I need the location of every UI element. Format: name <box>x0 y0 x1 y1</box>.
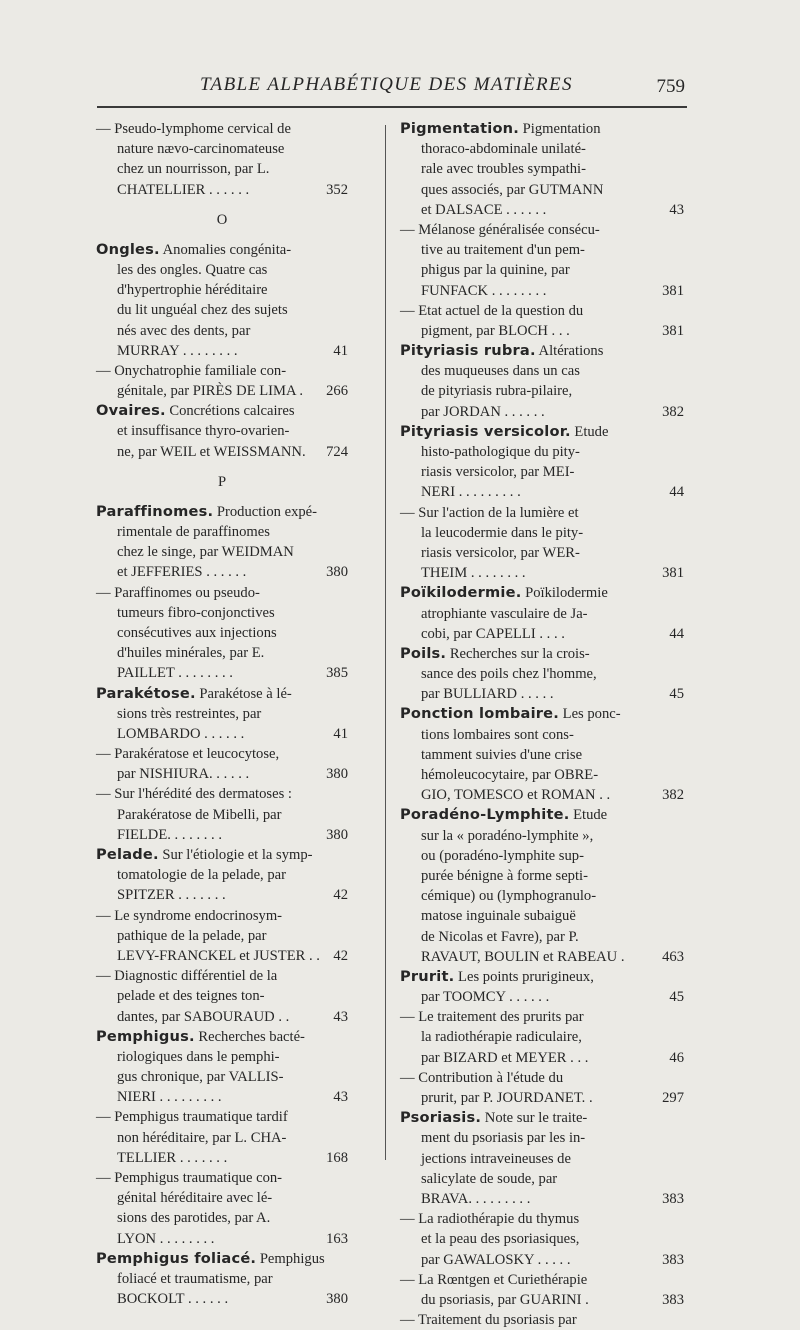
index-headword: Pelade. <box>96 846 159 863</box>
index-headword: Poils. <box>400 644 447 662</box>
index-line-text: rimentale de paraffinomes <box>117 524 270 540</box>
index-line <box>96 784 348 804</box>
index-heading-text: Poïkilodermie <box>521 585 608 602</box>
page-reference: 380 <box>326 564 348 581</box>
index-line <box>96 704 348 724</box>
index-line-text: matose inguinale subaiguë <box>421 908 576 925</box>
index-heading-line <box>400 1108 684 1128</box>
index-line <box>96 341 348 361</box>
page-reference: 385 <box>326 665 348 682</box>
index-line <box>400 1068 684 1088</box>
page-reference: 381 <box>662 282 684 299</box>
index-line-text: sions très restreintes, par <box>117 705 262 722</box>
index-heading-line <box>96 845 348 865</box>
index-headword: Parakétose. <box>96 684 196 702</box>
index-line-text: PAILLET . . . . . . . . <box>117 665 233 682</box>
index-heading-text: Parakétose à lé- <box>195 685 292 702</box>
index-line <box>96 1107 348 1127</box>
index-line <box>96 623 348 643</box>
right-column <box>400 119 684 1330</box>
page-reference: 380 <box>326 1291 348 1308</box>
index-line-text: — Onychatrophie familiale con- <box>96 362 287 379</box>
index-headword: Paraffinomes. <box>96 502 214 520</box>
index-line-text: de pityriasis rubra-pilaire, <box>421 383 573 400</box>
index-line-text: — Parakératose et leucocytose, <box>96 746 280 763</box>
index-line-text: pathique de la pelade, par <box>117 927 267 944</box>
index-line-text: cobi, par CAPELLI . . . . <box>421 625 565 642</box>
index-line <box>96 1269 348 1289</box>
index-line <box>96 906 348 926</box>
index-line-text: thoraco-abdominale unilaté- <box>421 141 586 158</box>
index-line-text: génital héréditaire avec lé- <box>117 1190 273 1207</box>
index-line <box>400 826 684 846</box>
index-line-text: riasis versicolor, par WER- <box>421 544 580 561</box>
index-line-text: FIELDE. . . . . . . . <box>117 826 222 843</box>
running-header <box>100 74 685 100</box>
index-heading-text: Production expé- <box>213 503 318 520</box>
left-column <box>96 119 348 1309</box>
index-line-text: — La Rœntgen et Curiethérapie <box>400 1271 588 1288</box>
index-line-text: prurit, par P. JOURDANET. . <box>421 1090 593 1106</box>
index-heading-line <box>96 1027 348 1047</box>
index-line <box>96 1289 348 1309</box>
index-line <box>96 603 348 623</box>
index-heading-line <box>400 805 684 825</box>
index-line <box>400 402 684 422</box>
index-heading-text: Sur l'étiologie et la symp- <box>158 847 313 863</box>
index-heading-text: Recherches sur la crois- <box>446 645 590 662</box>
index-line-text: d'huiles minérales, par E. <box>117 645 265 662</box>
page-reference: 44 <box>669 484 684 501</box>
index-line-text: chez un nourrisson, par L. <box>117 161 270 178</box>
index-headword: Pityriasis rubra. <box>400 342 536 360</box>
index-heading-line <box>400 583 684 603</box>
index-line-text: salicylate de soude, par <box>421 1170 558 1187</box>
index-line-text: — La radiothérapie du thymus <box>400 1211 580 1228</box>
index-line <box>96 1148 348 1168</box>
index-line <box>400 220 684 240</box>
page-reference: 45 <box>669 686 684 703</box>
index-line-text: hémoleucocytaire, par OBRE- <box>421 767 599 783</box>
index-line-text: GIO, TOMESCO et ROMAN . . <box>421 787 611 804</box>
index-line-text: jections intraveineuses de <box>421 1150 571 1167</box>
index-line-text: ou (poradéno-lymphite sup- <box>421 847 584 864</box>
index-line-text: riologiques dans le pemphi- <box>117 1048 280 1065</box>
index-line-text: dantes, par SABOURAUD . . <box>117 1008 290 1025</box>
index-line <box>96 300 348 320</box>
index-line-text: NIERI . . . . . . . . . <box>117 1089 222 1106</box>
index-headword: Pemphigus. <box>96 1027 195 1045</box>
index-line <box>96 522 348 542</box>
index-line-text: MURRAY . . . . . . . . <box>117 342 238 359</box>
index-line <box>400 886 684 906</box>
index-line <box>96 542 348 562</box>
index-line <box>400 684 684 704</box>
index-line <box>400 664 684 684</box>
index-line <box>400 1169 684 1189</box>
index-line-text: riasis versicolor, par MEI- <box>421 464 575 481</box>
index-heading-text: Pigmentation <box>519 121 601 137</box>
index-line-text: de Nicolas et Favre), par P. <box>421 928 579 945</box>
index-line-text: — Etat actuel de la question du <box>400 302 584 319</box>
page-reference: 45 <box>669 989 684 1006</box>
index-line-text: par JORDAN . . . . . . <box>421 403 545 420</box>
index-line <box>96 421 348 441</box>
index-headword: Poïkilodermie. <box>400 584 522 602</box>
index-heading-line <box>96 240 348 260</box>
index-line-text: — Contribution à l'étude du <box>400 1069 564 1086</box>
index-line <box>96 986 348 1006</box>
index-line <box>96 724 348 744</box>
index-line-text: tions lombaires sont cons- <box>421 726 574 743</box>
index-line <box>96 744 348 764</box>
index-line-text: SPITZER . . . . . . . <box>117 887 226 904</box>
index-line <box>400 1149 684 1169</box>
index-line-text: BOCKOLT . . . . . . <box>117 1291 229 1308</box>
index-line <box>96 562 348 582</box>
index-line-text: tumeurs fibro-conjonctives <box>117 604 275 621</box>
index-line-text: — Le syndrome endocrinosym- <box>96 907 283 924</box>
index-line-text: sions des parotides, par A. <box>117 1210 271 1227</box>
index-line <box>96 260 348 280</box>
index-heading-line <box>400 644 684 664</box>
index-heading-text: Concrétions calcaires <box>165 403 295 420</box>
index-line <box>400 301 684 321</box>
index-headword: Poradéno-Lymphite. <box>400 806 570 824</box>
page-reference: 43 <box>669 201 684 218</box>
index-line <box>96 825 348 845</box>
index-line <box>400 1250 684 1270</box>
index-line <box>400 987 684 1007</box>
page-number: 759 <box>656 76 685 97</box>
index-heading-line <box>400 341 684 361</box>
page-reference: 382 <box>662 787 684 804</box>
index-line-text: purée bénigne à forme septi- <box>421 867 588 884</box>
page-reference: 168 <box>326 1149 348 1166</box>
index-line-text: — Diagnostic différentiel de la <box>96 968 278 985</box>
index-line <box>96 381 348 401</box>
page-reference: 41 <box>333 342 348 359</box>
index-line <box>96 946 348 966</box>
index-line <box>400 1290 684 1310</box>
index-line-text: cémique) ou (lymphogranulo- <box>421 888 597 905</box>
index-headword: Ponction lombaire. <box>400 705 560 723</box>
index-heading-text: Note sur le traite- <box>481 1110 588 1127</box>
section-letter: P <box>217 473 227 490</box>
index-line <box>400 281 684 301</box>
index-line-text: — Mélanose généralisée consécu- <box>400 221 600 238</box>
index-line-text: LEVY-FRANCKEL et JUSTER . . <box>117 947 320 964</box>
index-line-text: LOMBARDO . . . . . . <box>117 725 245 742</box>
index-line <box>96 583 348 603</box>
page-header-title: TABLE ALPHABÉTIQUE DES MATIÈRES <box>200 74 573 95</box>
index-heading-line <box>96 502 348 522</box>
index-line <box>96 1067 348 1087</box>
index-line-text: — Le traitement des prurits par <box>400 1009 584 1026</box>
index-line <box>400 1189 684 1209</box>
index-line-text: LYON . . . . . . . . <box>117 1230 215 1247</box>
page-reference: 381 <box>662 565 684 582</box>
index-line <box>400 846 684 866</box>
index-line-text: par NISHIURA. . . . . . <box>117 766 250 783</box>
index-line-text: tomatologie de la pelade, par <box>117 867 286 884</box>
index-heading-line <box>400 967 684 987</box>
index-line-text: par GAWALOSKY . . . . . <box>421 1251 571 1268</box>
index-line-text: et la peau des psoriasiques, <box>421 1231 580 1248</box>
index-line <box>400 523 684 543</box>
page-reference: 42 <box>333 887 348 904</box>
index-line <box>96 1208 348 1228</box>
index-line <box>400 200 684 220</box>
index-line-text: NERI . . . . . . . . . <box>421 484 521 501</box>
index-line-text: phigus par la quinine, par <box>421 262 570 279</box>
index-line-text: par TOOMCY . . . . . . <box>421 989 550 1006</box>
column-divider <box>385 125 386 1160</box>
index-line-text: atrophiante vasculaire de Ja- <box>421 605 588 622</box>
index-heading-text: Les ponc- <box>559 706 621 723</box>
index-line <box>96 865 348 885</box>
index-line-text: par BIZARD et MEYER . . . <box>421 1049 589 1066</box>
page-reference: 297 <box>662 1090 684 1106</box>
index-line-text: génitale, par PIRÈS DE LIMA . <box>117 383 304 400</box>
index-line-text: CHATELLIER . . . . . . <box>117 181 250 198</box>
index-line <box>400 745 684 765</box>
index-line-text: d'hypertrophie héréditaire <box>117 282 268 299</box>
index-line-text: — Paraffinomes ou pseudo- <box>96 584 260 601</box>
index-line <box>96 139 348 159</box>
index-heading-line <box>96 684 348 704</box>
index-line <box>400 503 684 523</box>
index-line-text: foliacé et traumatisme, par <box>117 1270 273 1287</box>
index-line <box>96 361 348 381</box>
index-heading-text: Pemphigus <box>256 1250 325 1267</box>
index-headword: Psoriasis. <box>400 1109 482 1127</box>
index-headword: Pigmentation. <box>400 120 520 137</box>
index-line <box>400 906 684 926</box>
index-line-text: tamment suivies d'une crise <box>421 746 583 763</box>
index-line-text: — Sur l'action de la lumière et <box>400 504 579 521</box>
index-line <box>400 1270 684 1290</box>
index-line <box>400 361 684 381</box>
index-heading-line <box>96 401 348 421</box>
index-line <box>400 1088 684 1108</box>
index-headword: Pemphigus foliacé. <box>96 1249 257 1267</box>
index-line <box>400 1229 684 1249</box>
page-reference: 380 <box>326 826 348 843</box>
index-heading-text: Altérations <box>535 343 604 360</box>
index-line-text: des muqueuses dans un cas <box>421 363 580 380</box>
section-letter: O <box>216 211 228 228</box>
index-line-text: la leucodermie dans le pity- <box>421 524 584 541</box>
index-line <box>96 966 348 986</box>
index-heading-text: Etude <box>570 423 609 440</box>
index-line-text: la radiothérapie radiculaire, <box>421 1029 582 1046</box>
index-line <box>96 805 348 825</box>
index-line-text: ment du psoriasis par les in- <box>421 1130 586 1147</box>
index-line-text: gus chronique, par VALLIS- <box>117 1069 284 1086</box>
index-heading-line <box>400 119 684 139</box>
index-line-text: les des ongles. Quatre cas <box>117 261 268 278</box>
index-heading-line <box>400 704 684 724</box>
index-line <box>400 765 684 785</box>
index-line <box>96 1188 348 1208</box>
index-headword: Pityriasis versicolor. <box>400 422 571 440</box>
index-line-text: TELLIER . . . . . . . <box>117 1149 228 1166</box>
page-reference: 383 <box>662 1291 684 1308</box>
index-heading-text: Anomalies congénita- <box>159 241 292 258</box>
index-line <box>400 1048 684 1068</box>
index-heading-text: Etude <box>569 807 608 824</box>
index-line <box>400 1007 684 1027</box>
page-reference: 380 <box>326 766 348 783</box>
index-line-text: FUNFACK . . . . . . . . <box>421 282 547 299</box>
index-line <box>96 119 348 139</box>
index-line <box>400 785 684 805</box>
index-line <box>400 260 684 280</box>
index-line <box>400 543 684 563</box>
page-reference: 41 <box>333 725 348 742</box>
index-line <box>400 927 684 947</box>
index-line <box>400 321 684 341</box>
index-line-text: nature nævo-carcinomateuse <box>117 141 285 158</box>
index-line <box>400 462 684 482</box>
page-reference: 382 <box>662 403 684 420</box>
index-line <box>400 159 684 179</box>
index-line-text: pigment, par BLOCH . . . <box>421 322 570 339</box>
index-line <box>400 482 684 502</box>
index-headword: Ovaires. <box>96 402 166 420</box>
index-line-text: du lit unguéal chez des sujets <box>117 302 288 319</box>
index-line <box>400 725 684 745</box>
page-reference: 266 <box>326 383 348 400</box>
index-line-text: nés avec des dents, par <box>117 322 251 339</box>
page-reference: 42 <box>333 947 348 964</box>
page-reference: 163 <box>326 1230 348 1247</box>
index-line <box>96 1229 348 1249</box>
index-line <box>400 604 684 624</box>
index-line <box>400 139 684 159</box>
index-line <box>400 1128 684 1148</box>
index-line-text: ne, par WEIL et WEISSMANN. <box>117 443 306 460</box>
index-line-text: — Traitement du psoriasis par <box>400 1312 577 1329</box>
index-line-text: par BULLIARD . . . . . <box>421 686 554 703</box>
page-reference: 43 <box>333 1008 348 1025</box>
header-rule <box>97 106 687 108</box>
index-line-text: — Sur l'hérédité des dermatoses : <box>96 786 292 803</box>
index-line-text: tive au traitement d'un pem- <box>421 242 585 259</box>
index-line <box>96 1047 348 1067</box>
index-line-text: rale avec troubles sympathi- <box>421 161 586 178</box>
index-line <box>400 1027 684 1047</box>
index-line <box>400 240 684 260</box>
index-headword: Prurit. <box>400 967 455 985</box>
index-heading-text: Recherches bacté- <box>194 1028 305 1045</box>
index-line <box>96 764 348 784</box>
index-line <box>96 180 348 200</box>
index-line-text: et DALSACE . . . . . . <box>421 201 547 218</box>
index-line <box>400 180 684 200</box>
index-line <box>96 663 348 683</box>
index-line <box>96 1128 348 1148</box>
page-reference: 383 <box>662 1251 684 1268</box>
index-line-text: chez le singe, par WEIDMAN <box>117 544 294 561</box>
index-line <box>96 280 348 300</box>
index-line <box>96 1168 348 1188</box>
index-line-text: RAVAUT, BOULIN et RABEAU . <box>421 948 625 965</box>
index-line-text: non héréditaire, par L. CHA- <box>117 1129 287 1146</box>
index-line-text: THEIM . . . . . . . . <box>421 565 526 582</box>
index-headword: Ongles. <box>96 240 160 258</box>
index-line <box>400 624 684 644</box>
index-line <box>96 321 348 341</box>
page-reference: 463 <box>662 948 684 965</box>
index-line-text: ques associés, par GUTMANN <box>421 181 604 198</box>
page-reference: 352 <box>326 181 348 198</box>
index-line-text: — Pemphigus traumatique tardif <box>96 1109 288 1126</box>
index-line-text: consécutives aux injections <box>117 624 277 641</box>
index-line <box>400 1310 684 1330</box>
index-line <box>96 442 348 462</box>
index-heading-text: Les points prurigineux, <box>454 968 594 985</box>
index-line <box>400 1209 684 1229</box>
index-line-text: et JEFFERIES . . . . . . <box>117 564 247 581</box>
index-line <box>96 1087 348 1107</box>
index-line <box>96 1007 348 1027</box>
index-line-text: — Pemphigus traumatique con- <box>96 1170 283 1186</box>
page-reference: 381 <box>662 322 684 339</box>
index-line-text: — Pseudo-lymphome cervical de <box>96 121 291 137</box>
index-heading-line <box>96 1249 348 1269</box>
index-line <box>96 159 348 179</box>
index-line-text: sance des poils chez l'homme, <box>421 666 597 683</box>
page-reference: 724 <box>326 443 348 460</box>
index-line-text: sur la « poradéno-lymphite », <box>421 827 594 844</box>
page-reference: 43 <box>333 1089 348 1106</box>
index-line-text: du psoriasis, par GUARINI . <box>421 1291 589 1308</box>
index-line <box>96 885 348 905</box>
index-line-text: et insuffisance thyro-ovarien- <box>117 423 290 440</box>
index-line <box>400 866 684 886</box>
page-reference: 46 <box>669 1049 684 1066</box>
index-line <box>400 563 684 583</box>
index-line-text: pelade et des teignes ton- <box>117 988 265 1005</box>
index-line <box>400 381 684 401</box>
page-reference: 44 <box>669 625 684 642</box>
index-line <box>400 442 684 462</box>
index-line-text: histo-pathologique du pity- <box>421 444 580 460</box>
index-line <box>96 643 348 663</box>
index-line-text: Parakératose de Mibelli, par <box>117 806 282 823</box>
page-reference: 383 <box>662 1190 684 1207</box>
index-line <box>96 926 348 946</box>
index-line <box>400 947 684 967</box>
index-heading-line <box>400 422 684 442</box>
index-line-text: BRAVA. . . . . . . . . <box>421 1190 531 1207</box>
